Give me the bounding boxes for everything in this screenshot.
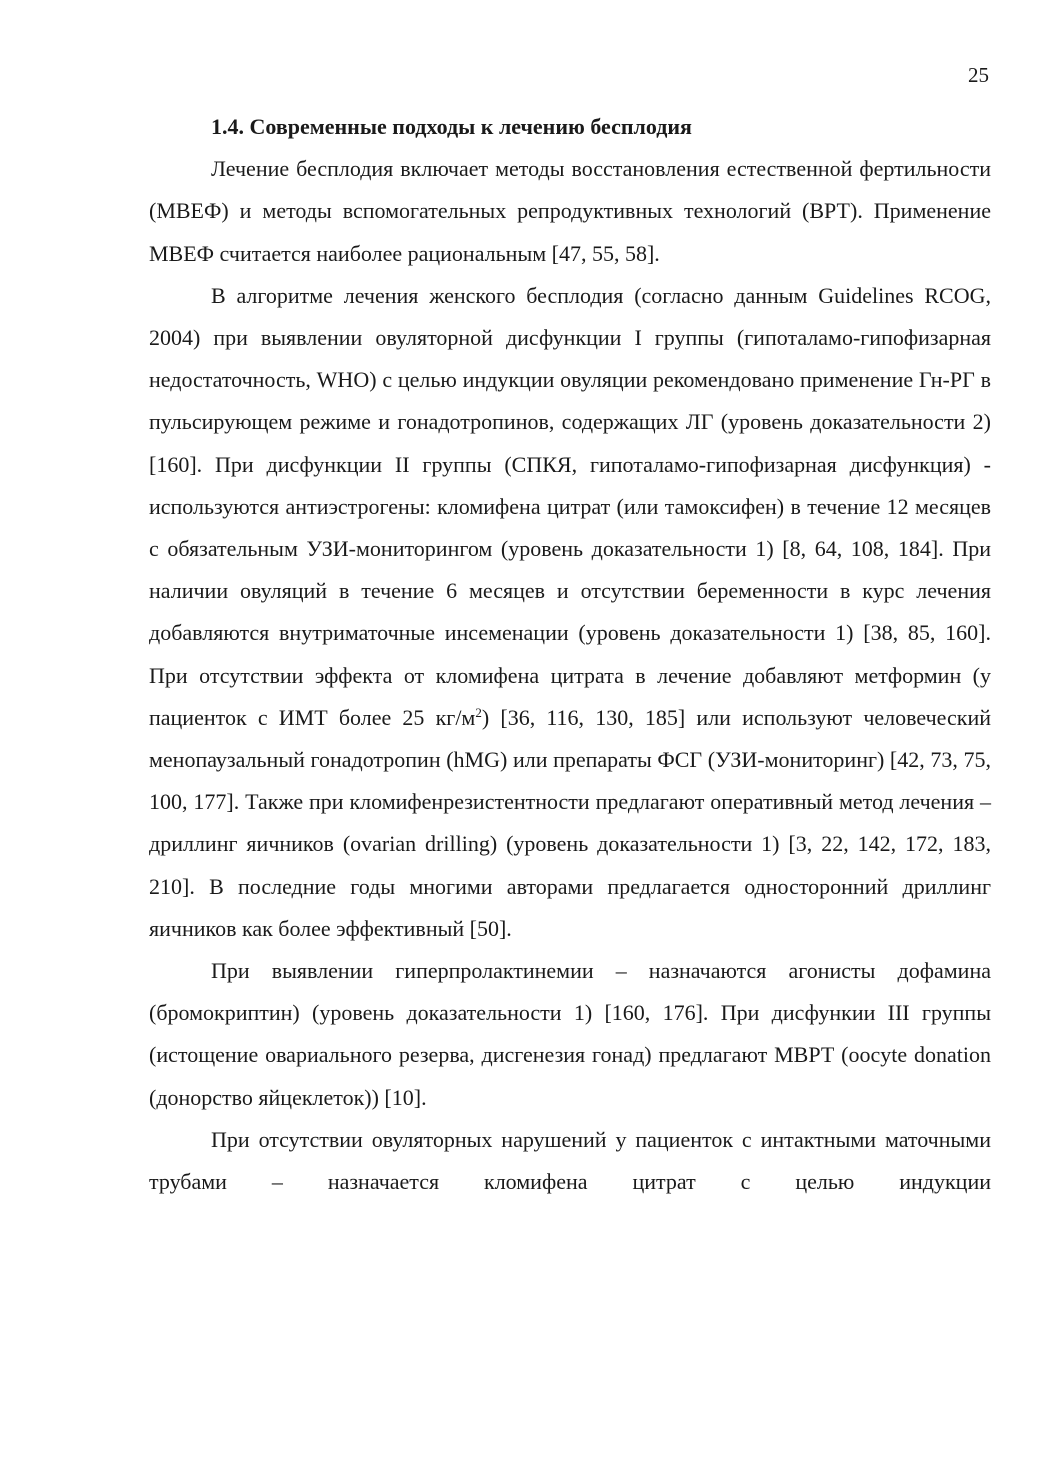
paragraph-no-ovulatory-disorders: При отсутствии овуляторных нарушений у пациенток с интактными маточными трубами – назначается кломифена цитрат с целью индукции	[149, 1126, 991, 1195]
paragraph-female-infertility-algorithm	[149, 275, 991, 950]
paragraph-text-part: ) [36, 116, 130, 185] или используют человеческий менопаузальный гонадотропин (hMG) или препараты ФСГ (УЗИ-мониторинг) [42, 73, 75, 100, 177]. Также при кломифенрезистентности предлагают оперативный метод лечения – дриллинг яичников (ovarian drilling) (уровень доказательности 1) [3, 22, 142, 172, 183, 210]. В последние годы многими авторами предлагается односторонний дриллинг яичников как более эффективный [50].	[149, 704, 991, 941]
paragraph-treatment-methods: Лечение бесплодия включает методы восстановления естественной фертильности (МВЕФ) и методы вспомогательных репродуктивных технологий (ВРТ). Применение МВЕФ считается наиболее рациональным [47, 55, 58].	[149, 156, 991, 266]
paragraph-text-part: В алгоритме лечения женского бесплодия (согласно данным Guidelines RCOG, 2004) при выявлении овуляторной дисфункции I группы (гипоталамо-гипофизарная недостаточность, WHO) с целью индукции овуляции рекомендовано применение Гн-РГ в пульсирующем режиме и гонадотропинов, содержащих ЛГ (уровень доказательности 2) [160]. При дисфункции II группы (СПКЯ, гипоталамо-гипофизарная дисфункция) - используются антиэстрогены: кломифена цитрат (или тамоксифен) в течение 12 месяцев с обязательным УЗИ-мониторингом (уровень доказательности 1) [8, 64, 108, 184]. При наличии овуляций в течение 6 месяцев и отсутствии беременности в курс лечения добавляются внутриматочные инсеменации (уровень доказательности 1) [38, 85, 160]. При отсутствии эффекта от кломифена цитрата в лечение добавляют метформин (у пациенток с ИМТ более 25 кг/м	[149, 282, 991, 730]
page-number: 25	[968, 63, 989, 87]
superscript-exponent: 2	[475, 704, 482, 720]
paragraph-hyperprolactinemia: При выявлении гиперпролактинемии – назначаются агонисты дофамина (бромокриптин) (уровень доказательности 1) [160, 176]. При дисфункии III группы (истощение овариального резерва, дисгенезия гонад) предлагают МВРТ (oocyte donation (донорство яйцеклеток)) [10].	[149, 958, 991, 1110]
section-heading: 1.4. Современные подходы к лечению бесплодия	[211, 114, 692, 139]
document-body	[149, 106, 991, 1203]
